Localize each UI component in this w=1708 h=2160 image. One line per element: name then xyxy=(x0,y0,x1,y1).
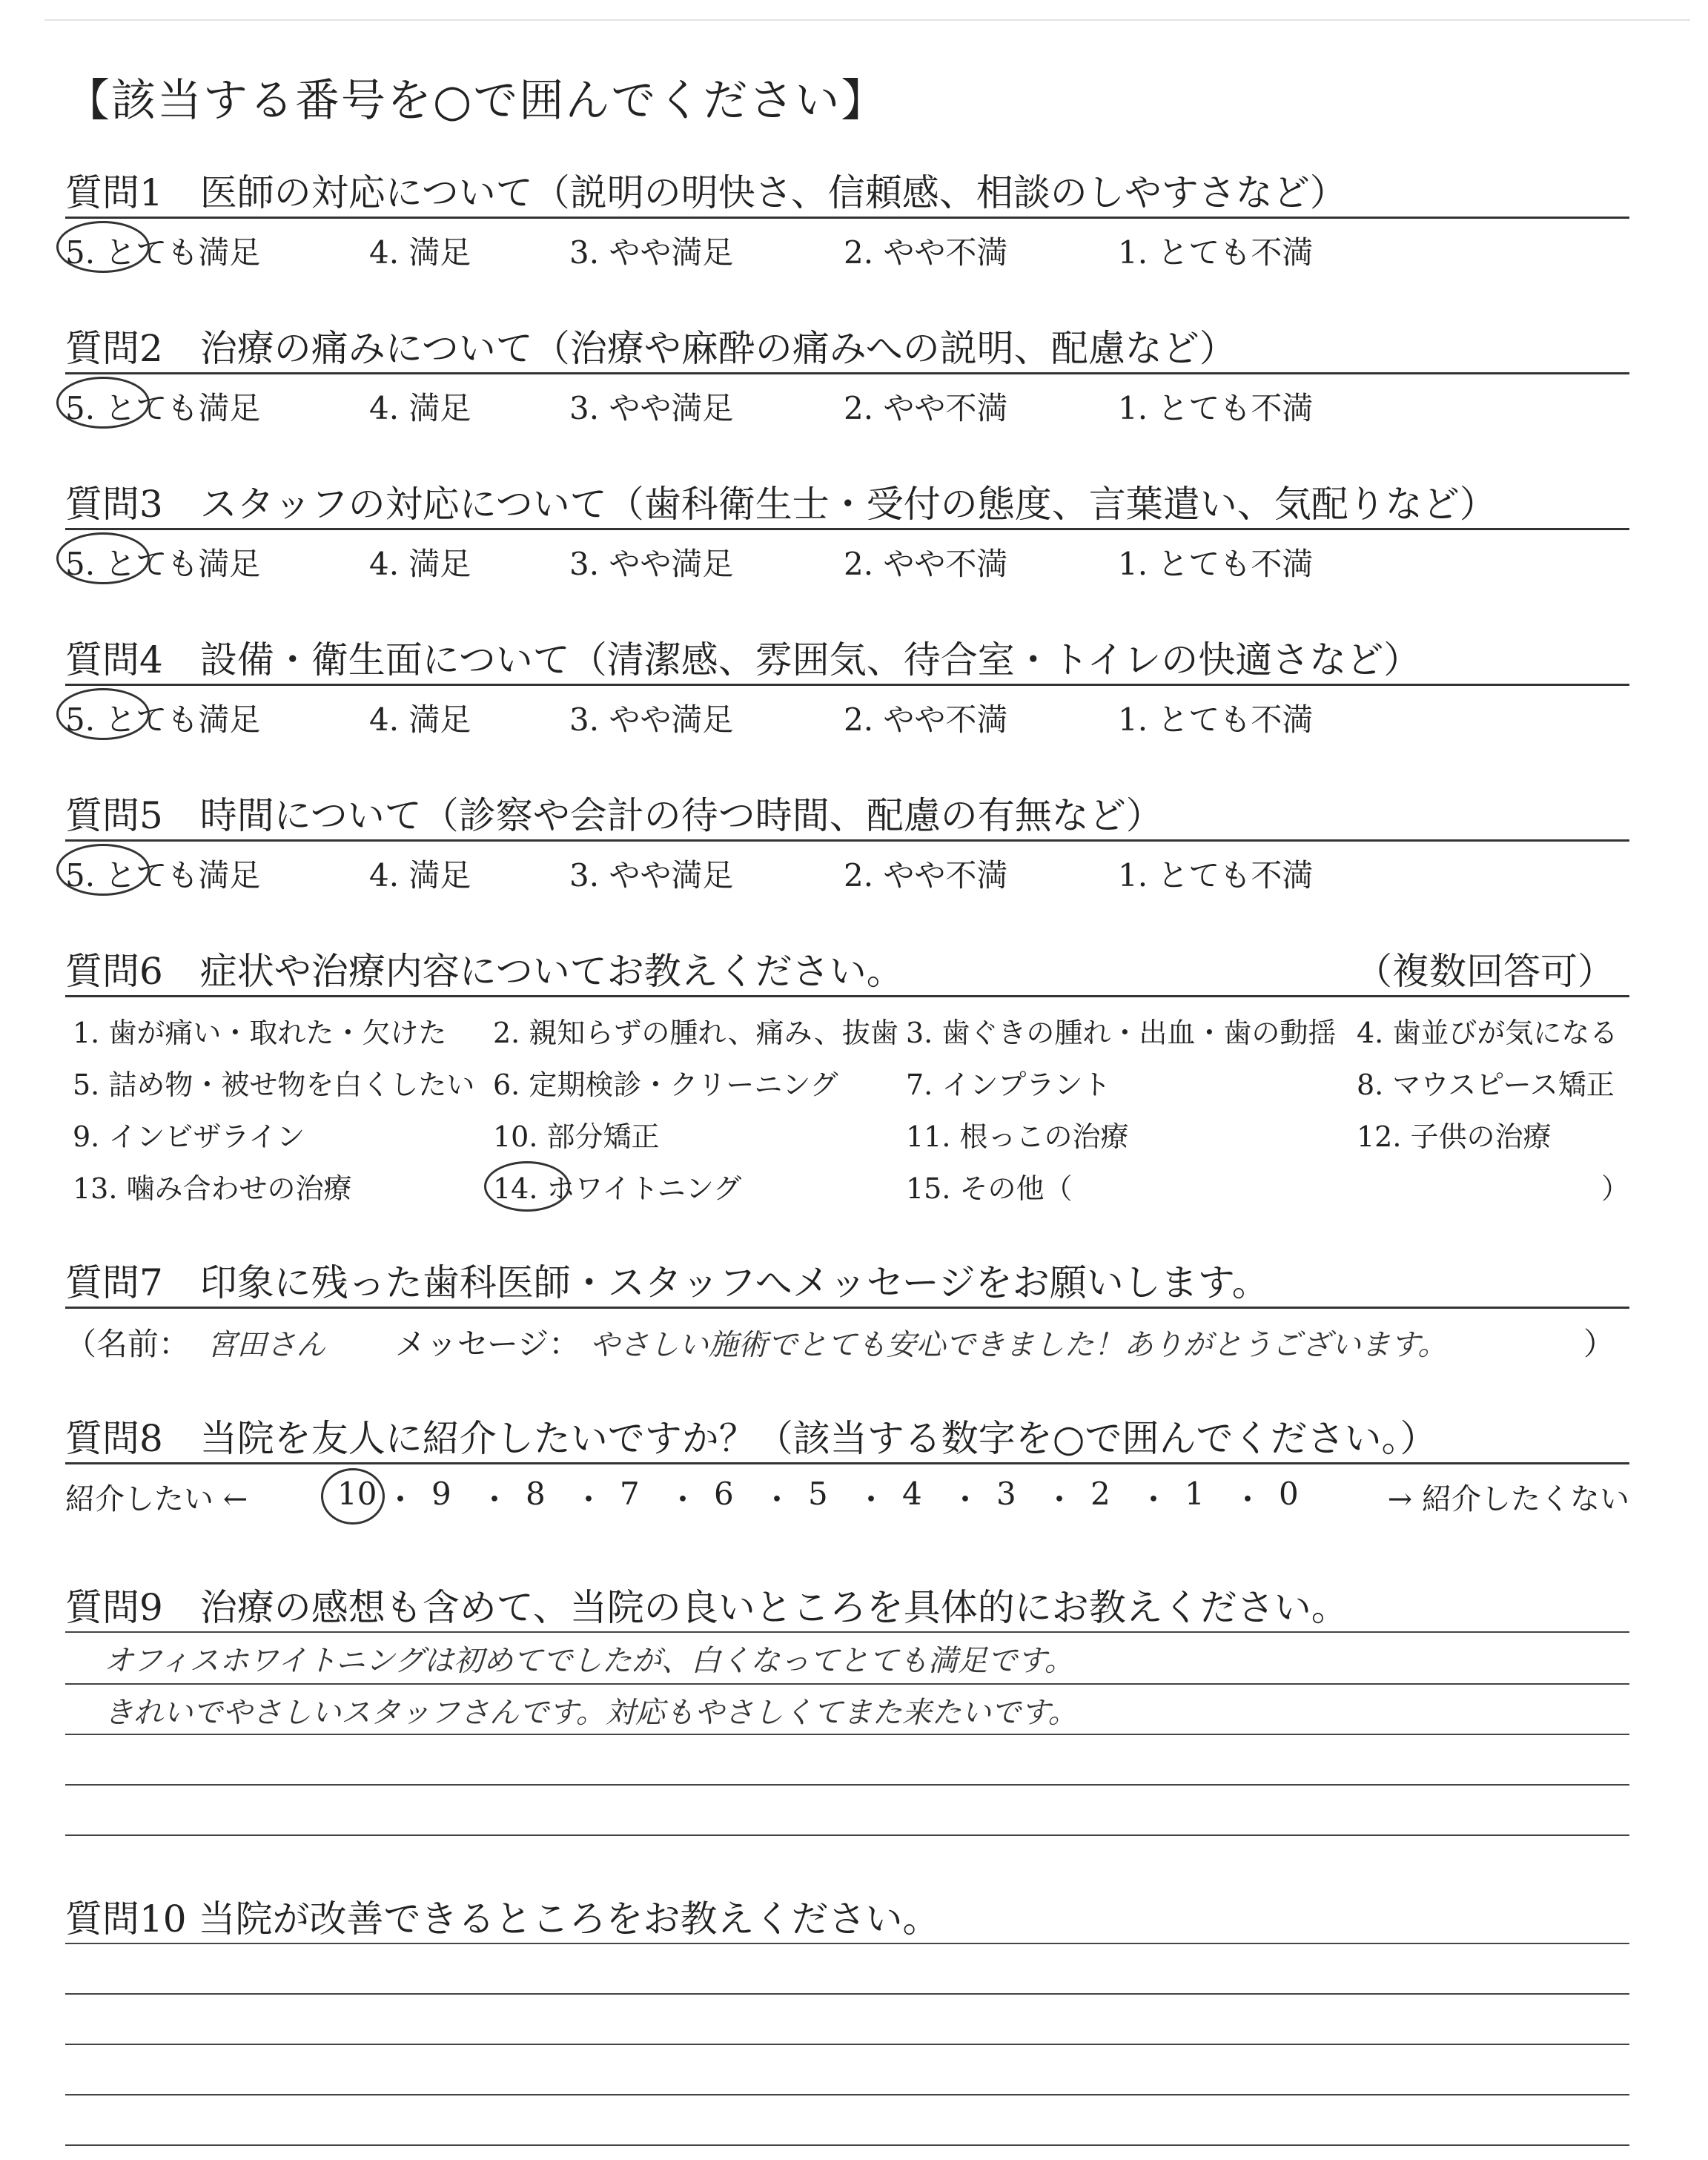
treatment-option[interactable]: 6. 定期検診・クリーニング xyxy=(493,1069,838,1101)
question-title: 質問10 当院が改善できるところをお教えください。 xyxy=(65,1898,940,1941)
rating-option-5[interactable]: 5. とても満足 xyxy=(65,390,261,426)
answer-line xyxy=(65,2144,1629,2146)
rating-option-4[interactable]: 4. 満足 xyxy=(369,234,471,271)
answer-text-2[interactable]: きれいでやさしいスタッフさんです。対応もやさしくてまた来たいです。 xyxy=(104,1696,1078,1730)
rating-option-1[interactable]: 1. とても不満 xyxy=(1118,701,1314,738)
scale-value-7[interactable]: 7 xyxy=(620,1476,640,1512)
rating-option-5[interactable]: 5. とても満足 xyxy=(65,546,261,582)
rating-option-5[interactable]: 5. とても満足 xyxy=(65,701,261,738)
rating-option-3[interactable]: 3. やや満足 xyxy=(569,234,734,271)
divider xyxy=(65,684,1629,686)
treatment-option[interactable]: ） xyxy=(1601,1172,1630,1205)
rating-option-4[interactable]: 4. 満足 xyxy=(369,857,471,894)
answer-line xyxy=(65,1683,1629,1685)
treatment-option[interactable]: 8. マウスピース矯正 xyxy=(1357,1069,1615,1101)
divider xyxy=(65,372,1629,374)
scale-value-1[interactable]: 1 xyxy=(1185,1476,1205,1512)
scale-separator: ・ xyxy=(950,1482,982,1518)
scale-value-3[interactable]: 3 xyxy=(996,1476,1016,1512)
question-title: 質問6 症状や治療内容についてお教えください。 xyxy=(65,950,904,993)
treatment-option[interactable]: 13. 噛み合わせの治療 xyxy=(73,1172,352,1205)
answer-line xyxy=(65,2094,1629,2095)
divider xyxy=(65,528,1629,530)
scale-separator: ・ xyxy=(667,1482,699,1518)
question-3 xyxy=(65,475,1629,582)
question-title: 質問2 治療の痛みについて（治療や麻酔の痛みへの説明、配慮など） xyxy=(65,327,1237,370)
divider xyxy=(65,995,1629,997)
rating-option-4[interactable]: 4. 満足 xyxy=(369,390,471,426)
answer-line xyxy=(65,1943,1629,1944)
rating-option-2[interactable]: 2. やや不満 xyxy=(844,857,1008,894)
divider xyxy=(65,839,1629,842)
close-paren: ） xyxy=(1583,1326,1615,1362)
scan-edge-line xyxy=(44,19,1690,21)
rating-option-4[interactable]: 4. 満足 xyxy=(369,701,471,738)
rating-option-4[interactable]: 4. 満足 xyxy=(369,546,471,582)
selection-circle xyxy=(56,688,150,740)
treatment-option[interactable]: 5. 詰め物・被せ物を白くしたい xyxy=(73,1069,475,1101)
question-9 xyxy=(65,1578,1629,1631)
scale-separator: ・ xyxy=(855,1482,887,1518)
question-4 xyxy=(65,630,1629,738)
question-title: 質問8 当院を友人に紹介したいですか？（該当する数字を○で囲んでください。） xyxy=(65,1417,1437,1460)
question-7 xyxy=(65,1253,1629,1362)
question-title: 質問5 時間について（診察や会計の待つ時間、配慮の有無など） xyxy=(65,794,1163,837)
question-10 xyxy=(65,1889,1629,1943)
message-label: メッセージ： xyxy=(394,1326,580,1362)
treatment-option[interactable]: 7. インプラント xyxy=(906,1069,1111,1101)
recommend-label: 紹介したい ← xyxy=(65,1482,248,1516)
rating-option-2[interactable]: 2. やや不満 xyxy=(844,390,1008,426)
rating-option-2[interactable]: 2. やや不満 xyxy=(844,234,1008,271)
message-value[interactable]: やさしい施術でとても安心できました！ありがとうございます。 xyxy=(589,1328,1448,1362)
answer-line xyxy=(65,1784,1629,1786)
answer-line xyxy=(65,1993,1629,1995)
scale-value-0[interactable]: 0 xyxy=(1279,1476,1299,1512)
selection-circle xyxy=(56,844,150,896)
selection-circle xyxy=(321,1468,385,1525)
scale-separator: ・ xyxy=(385,1482,417,1518)
scale-value-4[interactable]: 4 xyxy=(902,1476,922,1512)
question-1 xyxy=(65,163,1629,271)
question-2 xyxy=(65,319,1629,426)
rating-option-1[interactable]: 1. とても不満 xyxy=(1118,857,1314,894)
scale-separator: ・ xyxy=(761,1482,793,1518)
treatment-option[interactable]: 3. 歯ぐきの腫れ・出血・歯の動揺 xyxy=(906,1017,1337,1049)
treatment-option[interactable]: 2. 親知らずの腫れ、痛み、抜歯 xyxy=(493,1017,898,1049)
treatment-option[interactable]: 15. その他（ xyxy=(906,1172,1073,1205)
treatment-option[interactable]: 1. 歯が痛い・取れた・欠けた xyxy=(73,1017,447,1049)
treatment-option[interactable]: 9. インビザライン xyxy=(73,1120,305,1153)
selection-circle xyxy=(56,221,150,273)
rating-option-3[interactable]: 3. やや満足 xyxy=(569,701,734,738)
rating-option-1[interactable]: 1. とても不満 xyxy=(1118,390,1314,426)
rating-option-3[interactable]: 3. やや満足 xyxy=(569,390,734,426)
answer-line xyxy=(65,1834,1629,1836)
scale-separator: ・ xyxy=(479,1482,511,1518)
divider xyxy=(65,1462,1629,1464)
q7-answer-row xyxy=(65,1320,1447,1364)
rating-option-2[interactable]: 2. やや不満 xyxy=(844,546,1008,582)
scale-value-8[interactable]: 8 xyxy=(526,1476,546,1512)
question-title: 質問7 印象に残った歯科医師・スタッフへメッセージをお願いします。 xyxy=(65,1261,1269,1304)
rating-option-2[interactable]: 2. やや不満 xyxy=(844,701,1008,738)
question-title: 質問3 スタッフの対応について（歯科衛生士・受付の態度、言葉遣い、気配りなど） xyxy=(65,483,1497,526)
question-title: 質問9 治療の感想も含めて、当院の良いところを具体的にお教えください。 xyxy=(65,1586,1348,1629)
divider xyxy=(65,1307,1629,1309)
scale-value-6[interactable]: 6 xyxy=(714,1476,734,1512)
treatment-option[interactable]: 10. 部分矯正 xyxy=(493,1120,660,1153)
multiple-answer-note: （複数回答可） xyxy=(1355,950,1615,993)
treatment-option[interactable]: 4. 歯並びが気になる xyxy=(1357,1017,1618,1049)
selection-circle xyxy=(484,1161,570,1212)
scale-value-5[interactable]: 5 xyxy=(808,1476,828,1512)
divider xyxy=(65,217,1629,219)
scale-separator: ・ xyxy=(1044,1482,1076,1518)
answer-text-1[interactable]: オフィスホワイトニングは初めてでしたが、白くなってとても満足です。 xyxy=(104,1644,1074,1678)
rating-option-1[interactable]: 1. とても不満 xyxy=(1118,546,1314,582)
scale-separator: ・ xyxy=(1232,1482,1264,1518)
selection-circle xyxy=(56,532,150,584)
rating-option-3[interactable]: 3. やや満足 xyxy=(569,546,734,582)
question-6 xyxy=(65,942,1629,995)
rating-option-5[interactable]: 5. とても満足 xyxy=(65,857,261,894)
name-value[interactable]: 宮田さん xyxy=(207,1328,326,1362)
scale-value-10[interactable]: 10 xyxy=(337,1476,377,1512)
question-title: 質問4 設備・衛生面について（清潔感、雰囲気、待合室・トイレの快適さなど） xyxy=(65,638,1421,681)
page-header: 【該当する番号を○で囲んでください】 xyxy=(65,75,887,127)
scale-separator: ・ xyxy=(573,1482,605,1518)
treatment-option[interactable]: 12. 子供の治療 xyxy=(1357,1120,1552,1153)
answer-line xyxy=(65,2044,1629,2045)
treatment-option[interactable]: 14. ホワイトニング xyxy=(493,1172,742,1205)
selection-circle xyxy=(56,377,150,429)
not-recommend-label: → 紹介したくない xyxy=(1387,1482,1629,1516)
rating-option-3[interactable]: 3. やや満足 xyxy=(569,857,734,894)
treatment-option[interactable]: 11. 根っこの治療 xyxy=(906,1120,1129,1153)
question-5 xyxy=(65,786,1629,894)
name-label: （名前： xyxy=(65,1326,191,1362)
scale-value-2[interactable]: 2 xyxy=(1090,1476,1110,1512)
rating-option-1[interactable]: 1. とても不満 xyxy=(1118,234,1314,271)
scale-value-9[interactable]: 9 xyxy=(431,1476,451,1512)
rating-option-5[interactable]: 5. とても満足 xyxy=(65,234,261,271)
answer-line xyxy=(65,1631,1629,1633)
question-title: 質問1 医師の対応について（説明の明快さ、信頼感、相談のしやすさなど） xyxy=(65,171,1347,214)
scale-separator: ・ xyxy=(1138,1482,1170,1518)
answer-line xyxy=(65,1734,1629,1735)
